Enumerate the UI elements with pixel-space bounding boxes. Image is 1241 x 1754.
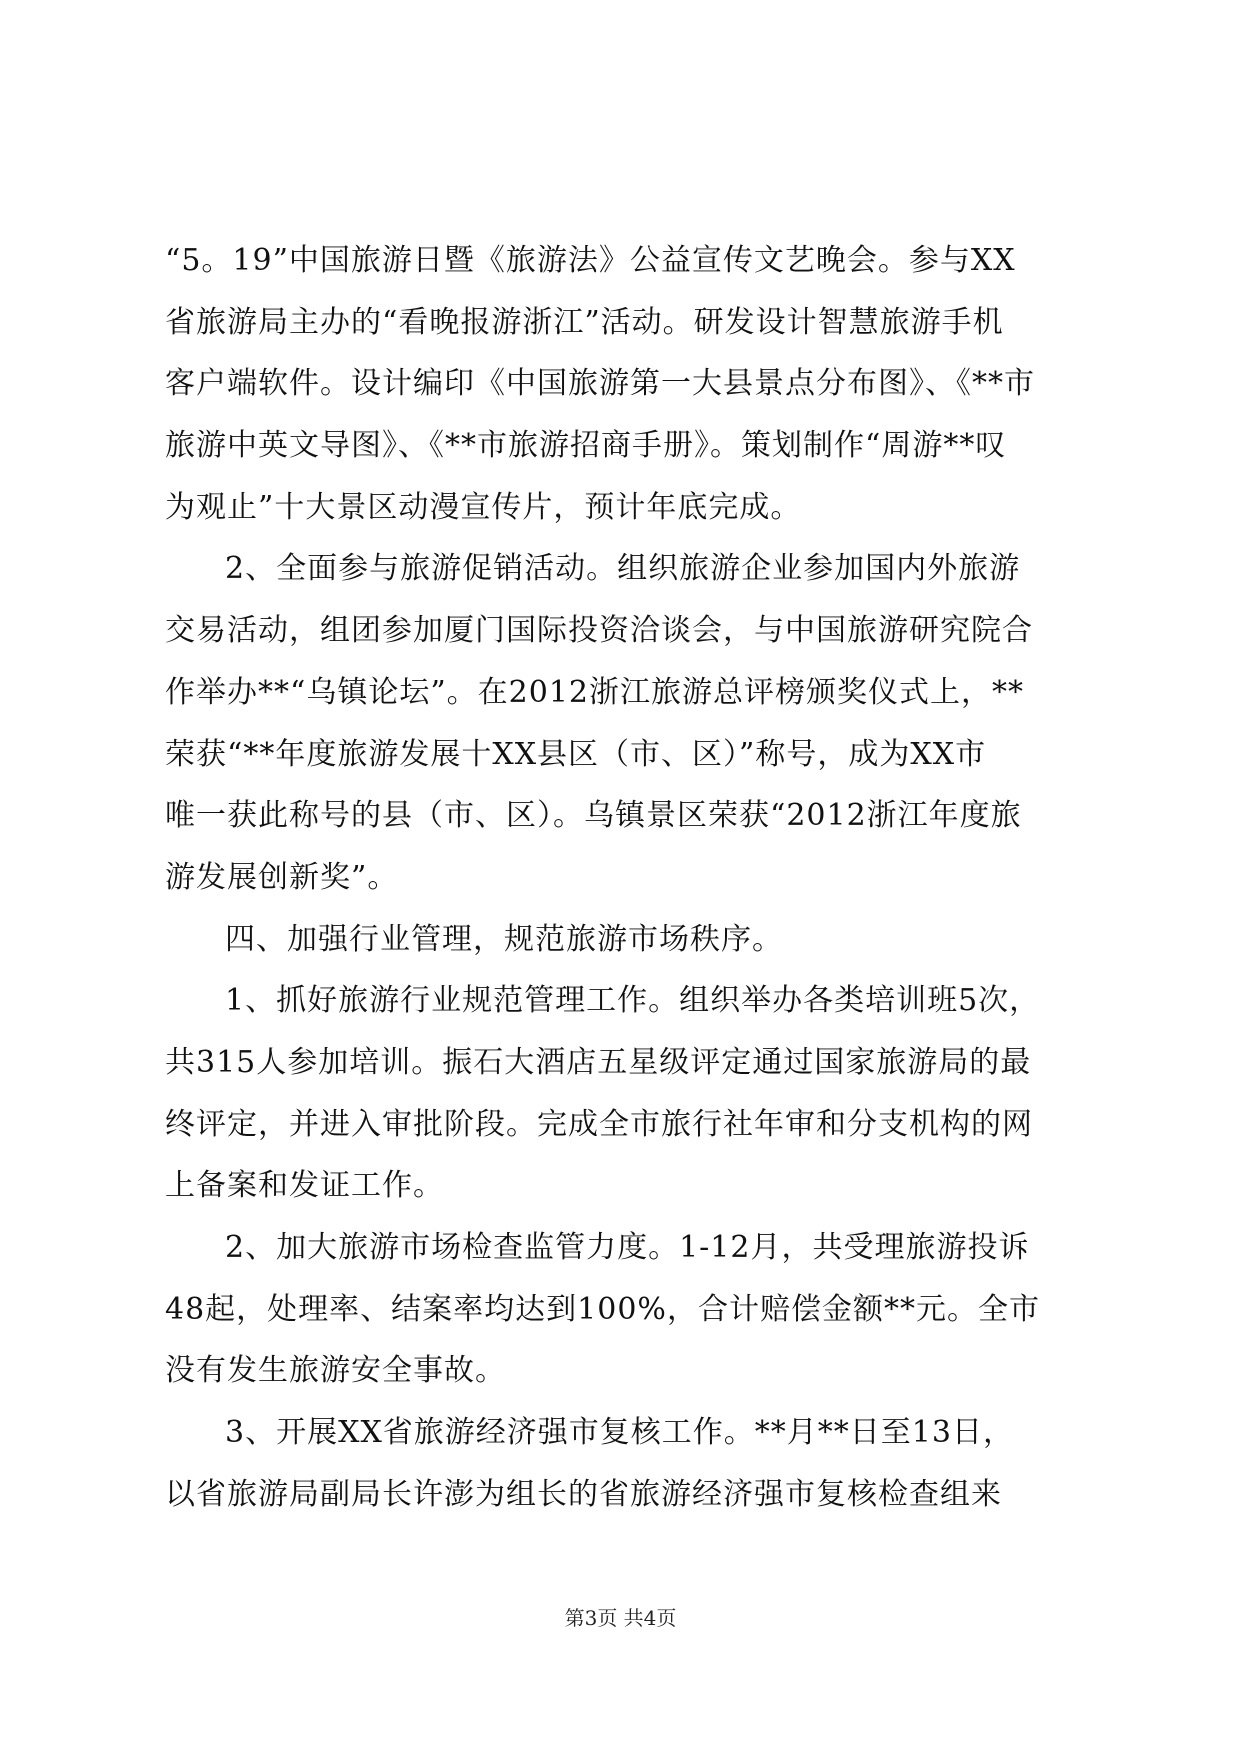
text-line: 2、全面参与旅游促销活动。组织旅游企业参加国内外旅游 [225,551,1021,587]
text-line: 省旅游局主办的“看晚报游浙江”活动。研发设计智慧旅游手机 [165,304,1004,340]
text-line: 终评定，并进入审批阶段。完成全市旅行社年审和分支机构的网 [165,1106,1033,1142]
text-line: 作举办**“乌镇论坛”。在2012浙江旅游总评榜颁奖仪式上，** [165,674,1025,710]
text-line: 交易活动，组团参加厦门国际投资洽谈会，与中国旅游研究院合 [165,613,1033,649]
section-heading: 四、加强行业管理，规范旅游市场秩序。 [225,921,783,957]
body-text [165,230,1085,1525]
page-number-footer: 第3页 共4页 [564,1606,677,1630]
text-line: 2、加大旅游市场检查监管力度。1-12月，共受理旅游投诉 [225,1230,1030,1265]
text-line: 以省旅游局副局长许澎为组长的省旅游经济强市复核检查组来 [165,1476,1002,1512]
text-line: 唯一获此称号的县（市、区）。乌镇景区荣获“2012浙江年度旅 [165,798,1022,834]
text-line: 没有发生旅游安全事故。 [165,1353,506,1389]
text-line: 1、抓好旅游行业规范管理工作。组织举办各类培训班5次， [225,983,1041,1019]
text-line: 为观止”十大景区动漫宣传片，预计年底完成。 [165,489,802,525]
text-line: 共315人参加培训。振石大酒店五星级评定通过国家旅游局的最 [165,1044,1032,1080]
text-line: 荣获“**年度旅游发展十XX县区（市、区）”称号，成为XX市 [165,736,987,772]
text-line: 上备案和发证工作。 [165,1168,444,1204]
text-line: 游发展创新奖”。 [165,859,399,895]
text-line: 客户端软件。设计编印《中国旅游第一大县景点分布图》、《**市 [165,366,1035,402]
text-line: “5。19”中国旅游日暨《旅游法》公益宣传文艺晚会。参与XX [165,243,1016,278]
text-line: 48起，处理率、结案率均达到100%，合计赔偿金额**元。全市 [165,1291,1040,1327]
text-line: 旅游中英文导图》、《**市旅游招商手册》。策划制作“周游**叹 [165,428,1007,464]
text-line: 3、开展XX省旅游经济强市复核工作。**月**日至13日， [225,1415,1014,1451]
